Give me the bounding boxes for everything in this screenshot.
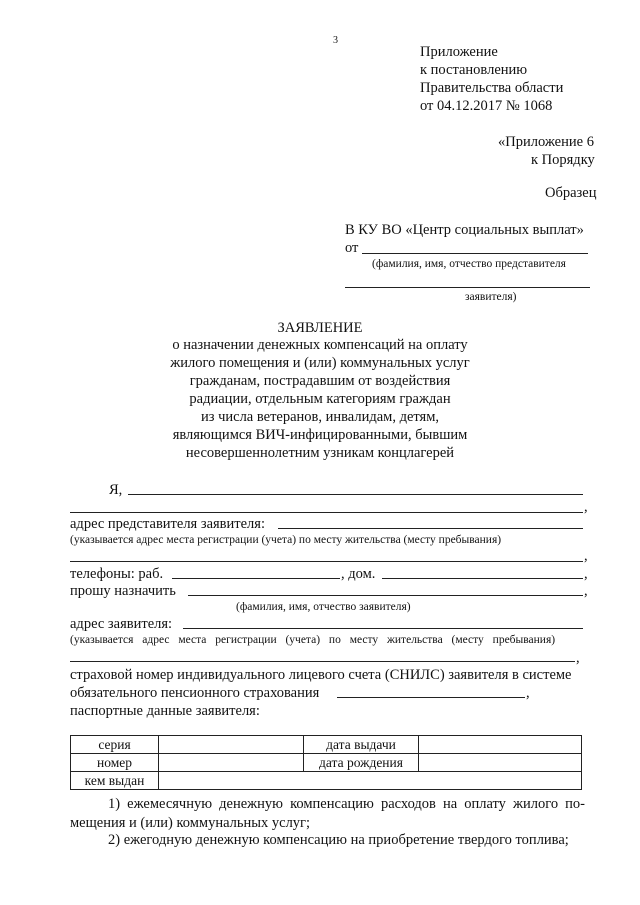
title-line: являющимся ВИЧ-инфицированными, бывшим bbox=[172, 427, 468, 443]
birth-date-cell[interactable] bbox=[419, 754, 582, 772]
title-line: из числа ветеранов, инвалидам, детям, bbox=[200, 409, 440, 425]
home-phone-line[interactable] bbox=[382, 578, 583, 579]
addressee-hint: (фамилия, имя, отчество представителя bbox=[372, 258, 566, 270]
rep-address-line-2[interactable] bbox=[70, 561, 583, 562]
comma: , bbox=[584, 499, 588, 515]
i-label: Я, bbox=[109, 482, 123, 498]
issued-by-cell[interactable] bbox=[159, 772, 582, 790]
rep-address-hint: (указывается адрес места регистрации (учета) по месту жительства (месту пребывания) bbox=[70, 534, 502, 546]
comma: , bbox=[584, 548, 588, 564]
issued-by-label: кем выдан bbox=[71, 772, 159, 790]
comma: , bbox=[526, 685, 530, 701]
passport-label: паспортные данные заявителя: bbox=[70, 703, 260, 719]
sample-label: Образец bbox=[545, 185, 597, 201]
applicant-address-line[interactable] bbox=[183, 628, 583, 629]
name-line-2[interactable] bbox=[70, 512, 583, 513]
number-cell[interactable] bbox=[159, 754, 304, 772]
appendix-line: от 04.12.2017 № 1068 bbox=[420, 98, 553, 114]
from-line-2[interactable] bbox=[345, 287, 590, 288]
addressee-to: В КУ ВО «Центр социальных выплат» bbox=[345, 222, 584, 238]
home-phone-label: , дом. bbox=[341, 566, 376, 582]
title-line: о назначении денежных компенсаций на оплату bbox=[172, 337, 468, 353]
appendix-line: к постановлению bbox=[420, 62, 528, 78]
item-2: 2) ежегодную денежную компенсацию на приобретение твердого топлива; bbox=[108, 832, 569, 848]
passport-table bbox=[70, 735, 582, 790]
addressee-hint: заявителя) bbox=[465, 291, 517, 303]
table-row bbox=[71, 736, 582, 754]
table-row bbox=[71, 754, 582, 772]
title-line: несовершеннолетним узникам концлагерей bbox=[185, 445, 455, 461]
rep-address-line[interactable] bbox=[278, 528, 583, 529]
request-label: прошу назначить bbox=[70, 583, 176, 599]
phones-label: телефоны: раб. bbox=[70, 566, 164, 582]
from-line[interactable] bbox=[362, 253, 588, 254]
comma: , bbox=[576, 650, 580, 666]
title-heading: ЗАЯВЛЕНИЕ bbox=[277, 320, 363, 336]
birth-date-label: дата рождения bbox=[304, 754, 419, 772]
page-number: 3 bbox=[333, 35, 338, 46]
title-line: радиации, отдельным категориям граждан bbox=[189, 391, 451, 407]
appendix6-line: к Порядку bbox=[531, 152, 595, 168]
name-line[interactable] bbox=[128, 494, 583, 495]
appendix-line: Приложение bbox=[420, 44, 498, 60]
comma: , bbox=[584, 583, 588, 599]
issue-date-label: дата выдачи bbox=[304, 736, 419, 754]
snils-label: обязательного пенсионного страхования bbox=[70, 685, 320, 701]
issue-date-cell[interactable] bbox=[419, 736, 582, 754]
number-label: номер bbox=[71, 754, 159, 772]
work-phone-line[interactable] bbox=[172, 578, 340, 579]
snils-label: страховой номер индивидуального лицевого счета (СНИЛС) заявителя в системе bbox=[70, 667, 572, 683]
series-cell[interactable] bbox=[159, 736, 304, 754]
appendix6-line: «Приложение 6 bbox=[498, 134, 594, 150]
snils-line[interactable] bbox=[337, 697, 525, 698]
title-line: жилого помещения и (или) коммунальных услуг bbox=[170, 355, 470, 371]
table-row bbox=[71, 772, 582, 790]
rep-address-label: адрес представителя заявителя: bbox=[70, 516, 265, 532]
applicant-address-hint: (указывается адрес места регистрации (учета) по месту жительства (месту пребывания) bbox=[70, 634, 556, 646]
applicant-address-line-2[interactable] bbox=[70, 661, 575, 662]
appendix-line: Правительства области bbox=[420, 80, 564, 96]
request-hint: (фамилия, имя, отчество заявителя) bbox=[236, 601, 411, 613]
series-label: серия bbox=[71, 736, 159, 754]
addressee-from: от bbox=[345, 240, 359, 256]
request-line[interactable] bbox=[188, 595, 583, 596]
applicant-address-label: адрес заявителя: bbox=[70, 616, 173, 632]
comma: , bbox=[584, 566, 588, 582]
title-line: гражданам, пострадавшим от воздействия bbox=[189, 373, 451, 389]
item-1: 1) ежемесячную денежную компенсацию расходов на оплату жилого по-мещения и (или) коммунальных услуг; bbox=[70, 796, 585, 831]
